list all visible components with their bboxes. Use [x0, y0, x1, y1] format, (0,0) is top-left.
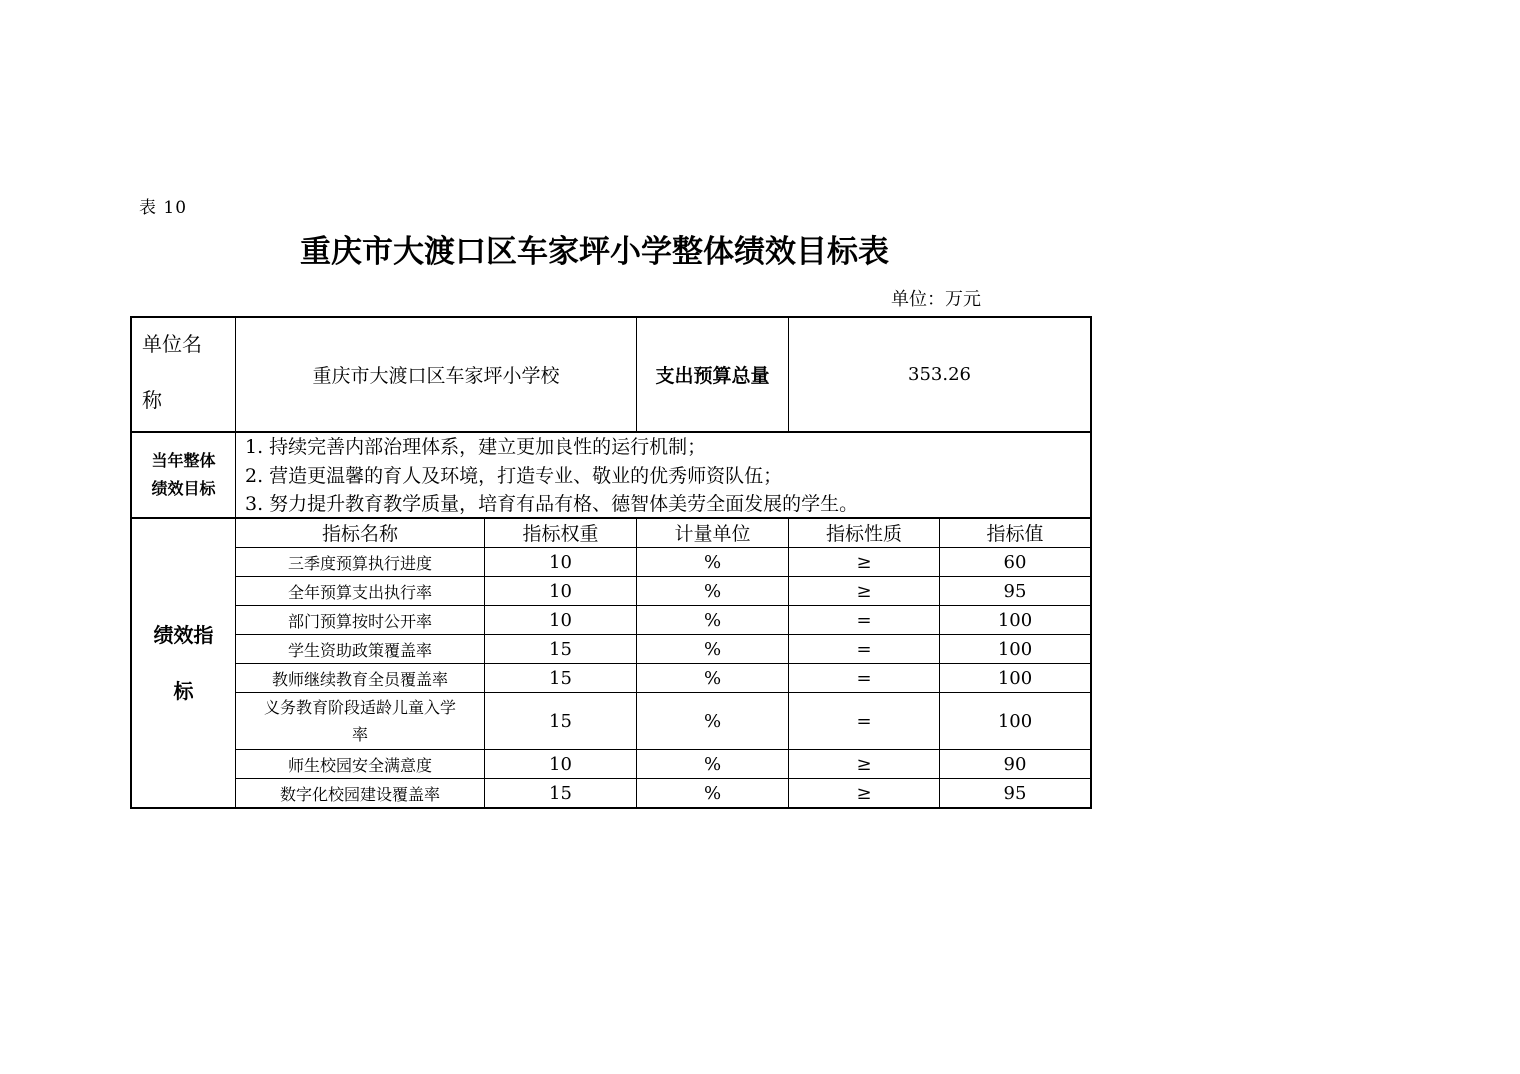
indicator-name: 学生资助政策覆盖率: [287, 640, 432, 660]
indicator-value-cell: [940, 750, 1090, 778]
goal-item: 2. 营造更温馨的育人及环境，打造专业、敬业的优秀师资队伍；: [245, 464, 783, 487]
indicator-value: 100: [997, 710, 1033, 732]
indicator-weight: 15: [549, 782, 572, 804]
indicator-value-cell: [940, 779, 1090, 807]
indicator-value: 90: [1003, 753, 1027, 775]
indicator-unit-cell: [637, 606, 788, 634]
indicator-unit-cell: [637, 750, 788, 778]
indicator-value: 95: [1003, 782, 1027, 804]
indicator-value: 100: [997, 667, 1033, 689]
goals-label: [132, 433, 235, 517]
indicator-weight: 15: [549, 710, 572, 732]
goal-item: 3. 努力提升教育教学质量，培育有品有格、德智体美劳全面发展的学生。: [245, 493, 859, 515]
indicator-name: 全年预算支出执行率: [287, 582, 432, 602]
indicator-unit-cell: [637, 693, 788, 749]
indicator-unit: %: [703, 667, 722, 689]
unit-name-label-line1: 单位名: [142, 332, 202, 356]
indicator-nature-cell: [789, 577, 939, 605]
indicator-name: 三季度预算执行进度: [287, 553, 432, 573]
indicator-value: 100: [997, 609, 1033, 631]
indicator-name: 教师继续教育全员覆盖率: [271, 669, 448, 689]
indicator-name-cell: [236, 606, 484, 634]
indicator-value: 95: [1003, 580, 1027, 602]
indicator-weight-cell: [485, 548, 636, 576]
indicator-unit: %: [703, 609, 722, 631]
indicator-weight: 10: [549, 609, 572, 631]
indicator-name: 部门预算按时公开率: [287, 611, 432, 631]
indicator-unit: %: [703, 782, 722, 804]
header-indicator-name-text: 指标名称: [321, 523, 398, 545]
indicator-nature-cell: [789, 693, 939, 749]
goals-label-line1: 当年整体: [151, 451, 216, 470]
unit-name-label-line2: 称: [142, 388, 162, 412]
goals-label-line2: 绩效目标: [151, 479, 216, 498]
unit-note: 单位：万元: [891, 289, 981, 310]
indicator-unit: %: [703, 638, 722, 660]
indicator-unit: %: [703, 753, 722, 775]
table-border-right: [1090, 316, 1092, 809]
indicator-value-cell: [940, 664, 1090, 692]
indicator-unit-cell: [637, 779, 788, 807]
indicator-value: 60: [1003, 551, 1027, 573]
goal-item: 1. 持续完善内部治理体系，建立更加良性的运行机制；: [245, 436, 707, 458]
indicator-nature: ≥: [856, 551, 872, 573]
unit-name-value: [236, 318, 636, 431]
header-weight: [485, 518, 636, 547]
goals-content: [236, 433, 1090, 517]
header-unit: [637, 518, 788, 547]
indicator-nature: =: [856, 609, 872, 631]
table-number: 表 10: [139, 198, 188, 218]
budget-value-text: 353.26: [908, 364, 971, 385]
indicator-name-cell: [236, 577, 484, 605]
indicator-value-cell: [940, 577, 1090, 605]
indicator-weight-cell: [485, 750, 636, 778]
indicator-weight-cell: [485, 635, 636, 663]
indicator-weight: 15: [549, 638, 572, 660]
unit-name-text: 重庆市大渡口区车家坪小学校: [312, 365, 560, 387]
indicator-nature-cell: [789, 750, 939, 778]
indicator-name: 数字化校园建设覆盖率: [279, 784, 440, 804]
indicator-value: 100: [997, 638, 1033, 660]
indicator-name-cell: [236, 635, 484, 663]
indicator-name-cell: [236, 779, 484, 807]
indicator-weight-cell: [485, 693, 636, 749]
indicator-unit-cell: [637, 577, 788, 605]
indicator-unit: %: [703, 580, 722, 602]
indicator-name: 师生校园安全满意度: [287, 755, 432, 775]
header-value: [940, 518, 1090, 547]
page-title: 重庆市大渡口区车家坪小学整体绩效目标表: [300, 234, 889, 270]
budget-value: [789, 318, 1090, 431]
indicator-name-cell: [236, 664, 484, 692]
indicator-nature-cell: [789, 779, 939, 807]
indicator-value-cell: [940, 548, 1090, 576]
header-weight-text: 指标权重: [522, 523, 599, 545]
indicator-unit: %: [703, 551, 722, 573]
indicator-name-cell: [236, 693, 484, 749]
indicators-label: [132, 519, 235, 807]
indicator-weight-cell: [485, 606, 636, 634]
indicator-nature: ≥: [856, 782, 872, 804]
indicator-nature: =: [856, 710, 872, 732]
indicator-nature-cell: [789, 606, 939, 634]
indicator-weight-cell: [485, 577, 636, 605]
indicator-weight: 10: [549, 753, 572, 775]
indicator-name-cell: [236, 750, 484, 778]
indicator-nature-cell: [789, 664, 939, 692]
unit-name-label: [132, 318, 235, 431]
indicator-unit-cell: [637, 548, 788, 576]
indicator-weight-cell: [485, 664, 636, 692]
indicator-name-cell: [236, 548, 484, 576]
indicator-weight: 15: [549, 667, 572, 689]
indicator-name-line1: 义务教育阶段适龄儿童入学: [263, 698, 456, 717]
header-nature-text: 指标性质: [825, 523, 902, 545]
indicator-unit-cell: [637, 635, 788, 663]
indicator-value-cell: [940, 635, 1090, 663]
indicator-weight-cell: [485, 779, 636, 807]
indicator-nature: ≥: [856, 580, 872, 602]
indicators-label-line2: 标: [173, 679, 194, 703]
indicator-value-cell: [940, 606, 1090, 634]
budget-label: [637, 318, 788, 431]
header-value-text: 指标值: [986, 523, 1044, 545]
indicator-nature: =: [856, 667, 872, 689]
budget-label-text: 支出预算总量: [655, 365, 770, 387]
indicator-nature-cell: [789, 548, 939, 576]
header-indicator-name: [236, 518, 484, 547]
table-border-bottom: [130, 807, 1092, 809]
indicator-weight: 10: [549, 580, 572, 602]
indicator-unit-cell: [637, 664, 788, 692]
header-nature: [789, 518, 939, 547]
indicator-nature: ≥: [856, 753, 872, 775]
indicator-unit: %: [703, 710, 722, 732]
header-unit-text: 计量单位: [674, 523, 751, 545]
indicator-nature-cell: [789, 635, 939, 663]
indicator-value-cell: [940, 693, 1090, 749]
indicator-name-line2: 率: [351, 725, 368, 744]
indicator-nature: =: [856, 638, 872, 660]
indicator-weight: 10: [549, 551, 572, 573]
indicators-label-line1: 绩效指: [153, 623, 214, 647]
